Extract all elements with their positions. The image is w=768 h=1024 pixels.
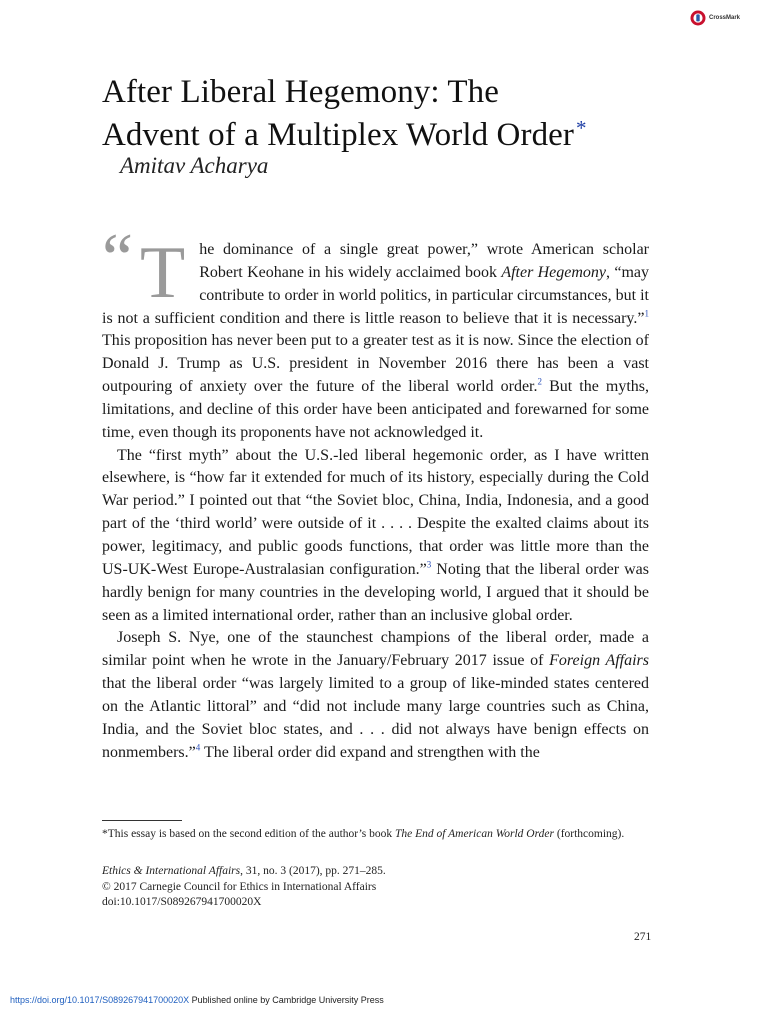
bottom-doi-bar bbox=[10, 995, 384, 1005]
text-run: he dominance of a single great power,” wrote American scholar Robert Keohane in his widely acclaimed book bbox=[199, 241, 649, 281]
title-line-2-text: Advent of a Multiplex World Order bbox=[102, 117, 575, 153]
citation-doi[interactable]: doi:10.1017/S089267941700020X bbox=[102, 896, 262, 908]
citation-copyright: © 2017 Carnegie Council for Ethics in International Affairs bbox=[102, 880, 377, 893]
citation-journal: Ethics & International Affairs bbox=[102, 865, 241, 877]
citation-block bbox=[102, 864, 386, 911]
paragraph-2 bbox=[102, 445, 649, 628]
paragraph-3-content bbox=[102, 629, 649, 760]
text-run: The “first myth” about the U.S.-led liberal hegemonic order, as I have written elsewhere, is “how far it extended for much of its history, especially during the Cold War period.” I pointed out that “the Soviet bloc, China, India, Indonesia, and a good part of the ‘third world’ were outside of it . . . . Despite the exalted claims about its power, legitimacy, and public goods functions, that order was little more than the US-UK-West Europe-Australasian configuration.” bbox=[102, 446, 649, 578]
text-run: The liberal order did expand and strengthen with the bbox=[200, 743, 540, 761]
citation-volume: , 31, no. 3 (2017), pp. 271–285. bbox=[240, 865, 386, 877]
italic-title: Foreign Affairs bbox=[549, 652, 649, 670]
text-run: This proposition has never been put to a greater test as it is now. Since the election of Donald J. Trump as U.S. president in November 2016 there has been a vast outpouring of anxiety over the future of the liberal world order. bbox=[102, 332, 649, 396]
footnote-ref-3[interactable]: 3 bbox=[426, 559, 432, 570]
footnote-ref-2[interactable]: 2 bbox=[537, 376, 542, 387]
footnote bbox=[102, 828, 624, 840]
footnote-ref-4[interactable]: 4 bbox=[195, 742, 201, 753]
crossmark-badge[interactable] bbox=[690, 10, 740, 26]
opening-quote-mark: “ bbox=[102, 220, 134, 297]
text-run: that the liberal order “was largely limited to a group of like-minded states centered on the Atlantic littoral” and “did not include many large countries such as China, India, and the Soviet bloc states, and . . . did not always have benign effects on nonmembers.” bbox=[102, 675, 649, 761]
author-name: Amitav Acharya bbox=[120, 153, 269, 178]
article-title bbox=[102, 74, 587, 153]
footnote-book-title: The End of American World Order bbox=[395, 828, 554, 840]
footnote-text-after: (forthcoming). bbox=[553, 828, 625, 840]
citation-journal-line bbox=[102, 864, 386, 880]
text-run: Joseph S. Nye, one of the staunchest champions of the liberal order, made a similar point when he wrote in the January/February 2017 issue of bbox=[102, 629, 649, 670]
published-online-text: Published online by Cambridge University Press bbox=[189, 995, 384, 1005]
paragraph-3 bbox=[102, 627, 649, 764]
text-run: But the myths, limitations, and decline of this order have been anticipated and forewarned for some time, even though its proponents have not acknowledged it. bbox=[102, 378, 650, 441]
text-run: , “may contribute to order in world politics, in particular circumstances, but it is not a sufficient condition and there is little reason to believe that it is necessary.” bbox=[102, 263, 649, 327]
paragraph-1 bbox=[102, 232, 650, 445]
crossmark-label: CrossMark bbox=[709, 15, 741, 21]
footnote-ref-1[interactable]: 1 bbox=[644, 308, 649, 319]
page-number: 271 bbox=[634, 931, 652, 943]
drop-cap: T bbox=[140, 232, 186, 314]
footnote-divider bbox=[102, 820, 182, 821]
italic-title: After Hegemony bbox=[501, 263, 607, 281]
text-run: Noting that the liberal order was hardly benign for many countries in the developing world, I argued that it should be seen as a limited international order, rather than an inclusive global order. bbox=[102, 560, 649, 624]
paragraph-2-content bbox=[102, 447, 649, 624]
doi-link[interactable]: https://doi.org/10.1017/S089267941700020X bbox=[10, 995, 190, 1005]
title-line-1: After Liberal Hegemony: The bbox=[102, 74, 500, 110]
title-footnote-star[interactable]: * bbox=[576, 116, 587, 140]
title-line-2 bbox=[102, 110, 587, 153]
footnote-text-before: *This essay is based on the second edition of the author’s book bbox=[102, 828, 395, 840]
crossmark-icon bbox=[690, 10, 706, 26]
article-body bbox=[102, 232, 650, 764]
